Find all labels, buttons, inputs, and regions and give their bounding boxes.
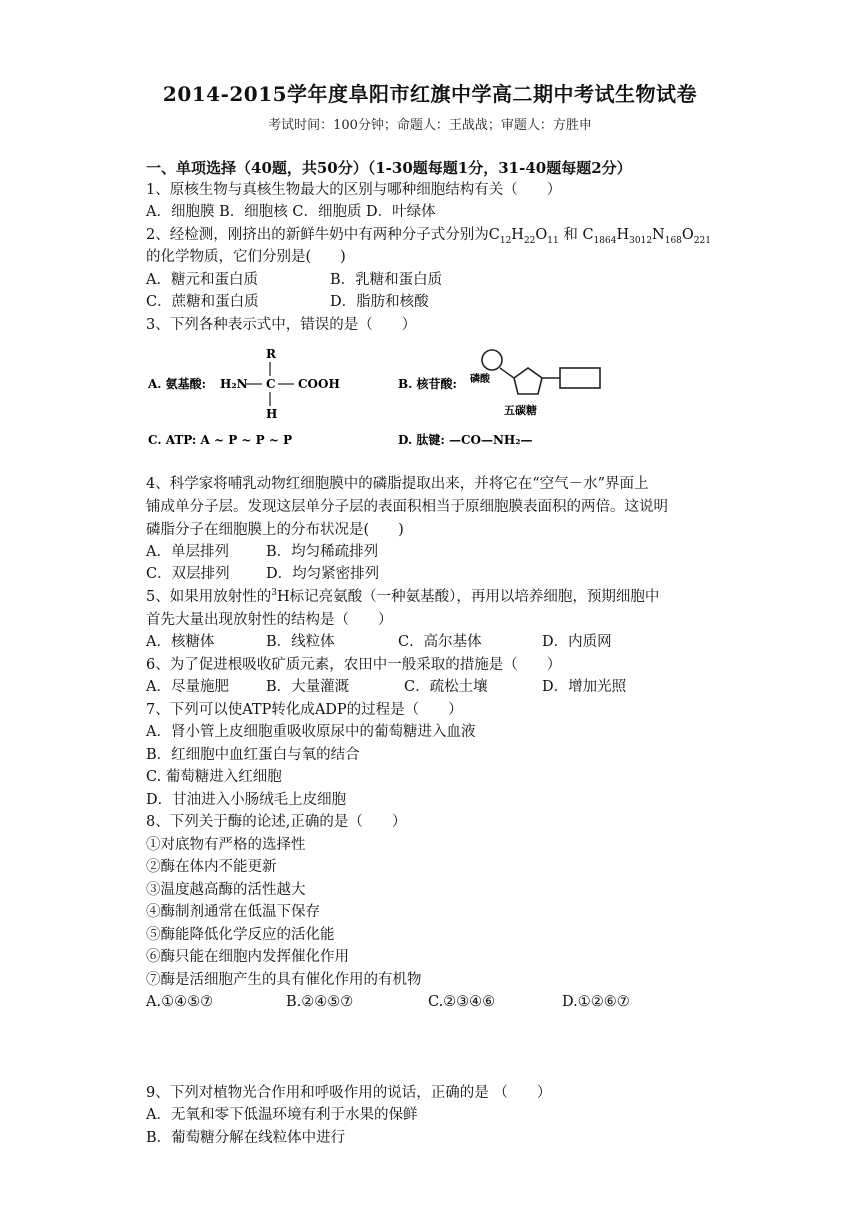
question-5-option-d: D．内质网 — [542, 634, 612, 650]
question-7-option-d: D．甘油进入小肠绒毛上皮细胞 — [146, 792, 347, 808]
section-heading: 一、单项选择（40题，共50分）（1-30题每题1分，31-40题每题2分） — [146, 159, 632, 177]
question-6-option-c: C．疏松土壤 — [404, 679, 488, 695]
figure-a-cooh: COOH — [298, 377, 340, 391]
question-2-stem: 2、经检测，刚挤出的新鲜牛奶中有两种分子式分别为$C_{12}H_{22}O_{11}$ 和 $C_{1864}H_{3012}N_{168}O_{221}$ — [146, 227, 711, 246]
question-8-option-d: D.①②⑥⑦ — [562, 994, 630, 1010]
question-9-option-b: B．葡萄糖分解在线粒体中进行 — [146, 1130, 346, 1146]
question-8-item: ④酶制剂通常在低温下保存 — [146, 904, 320, 920]
question-6-option-a: A．尽量施肥 — [146, 679, 229, 695]
formula-lactose: $C_{12}H_{22}O_{11}$ — [488, 227, 559, 246]
question-2-option-d: D．脂肪和核酸 — [330, 294, 429, 310]
figure-b-label: B. 核苷酸: — [398, 377, 457, 391]
question-8-option-c: C.②③④⑥ — [428, 994, 496, 1010]
question-5-line-2: 首先大量出现放射性的结构是（ ） — [146, 612, 393, 628]
question-8-item: ⑤酶能降低化学反应的活化能 — [146, 927, 335, 943]
question-4-option-b: B．均匀稀疏排列 — [266, 544, 379, 560]
bond-line — [500, 368, 514, 378]
figure-c-label: C. ATP: A ~ P ~ P ~ P — [148, 433, 293, 447]
question-6-option-b: B．大量灌溉 — [266, 679, 350, 695]
figure-a-label: A. 氨基酸: — [148, 377, 207, 391]
phosphate-circle-icon — [482, 350, 502, 370]
question-3-stem: 3、下列各种表示式中，错误的是（ ） — [146, 317, 417, 333]
question-8-stem: 8、下列关于酶的论述,正确的是（ ） — [146, 814, 407, 830]
question-9-stem: 9、下列对植物光合作用和呼吸作用的说话，正确的是 （ ） — [146, 1085, 552, 1101]
pentose-ring-icon — [514, 368, 542, 394]
question-7-option-a: A．肾小管上皮细胞重吸收原尿中的葡萄糖进入血液 — [146, 724, 476, 740]
question-8-option-b: B.②④⑤⑦ — [286, 994, 354, 1010]
question-2-option-a: A．糖元和蛋白质 — [146, 272, 258, 288]
figure-a-h: H — [266, 407, 278, 421]
question-4-option-c: C．双层排列 — [146, 566, 230, 582]
question-8-item: ⑥酶只能在细胞内发挥催化作用 — [146, 949, 349, 965]
question-4-option-d: D．均匀紧密排列 — [266, 566, 380, 582]
question-4-line-3: 磷脂分子在细胞膜上的分布状况是( ) — [146, 522, 404, 538]
question-8-item: ⑦酶是活细胞产生的具有催化作用的有机物 — [146, 972, 422, 988]
figure-a-r: R — [266, 347, 276, 361]
question-4-line-2: 铺成单分子层。发现这层单分子层的表面积相当于原细胞膜表面积的两倍。这说明 — [146, 499, 668, 515]
question-8-item: ③温度越高酶的活性越大 — [146, 882, 306, 898]
figure-a-c: C — [266, 377, 276, 391]
question-8-item: ②酶在体内不能更新 — [146, 859, 277, 875]
question-5-option-b: B．线粒体 — [266, 634, 335, 650]
figure-a-nh2: H₂N — [220, 377, 248, 391]
question-4-line-1: 4、科学家将哺乳动物红细胞膜中的磷脂提取出来，并将它在“空气－水”界面上 — [146, 476, 649, 492]
question-7-option-b: B．红细胞中血红蛋白与氧的结合 — [146, 747, 360, 763]
question-1-stem: 1、原核生物与真核生物最大的区别与哪种细胞结构有关（ ） — [146, 182, 562, 198]
question-2-stem-cont: 的化学物质，它们分别是( ) — [146, 249, 346, 265]
question-6-option-d: D．增加光照 — [542, 679, 627, 695]
question-9-option-a: A．无氧和零下低温环境有利于水果的保鲜 — [146, 1107, 418, 1123]
exam-info: 考试时间：100分钟；命题人：王战战；审题人：方胜申 — [268, 118, 592, 133]
figure-d-label: D. 肽键: —CO—NH₂— — [398, 433, 533, 447]
question-2-option-c: C．蔗糖和蛋白质 — [146, 294, 259, 310]
question-5-option-a: A．核糖体 — [146, 634, 215, 650]
question-8-option-a: A.①④⑤⑦ — [146, 994, 214, 1010]
figure-b-sugar: 五碳糖 — [504, 404, 537, 417]
question-4-option-a: A．单层排列 — [146, 544, 229, 560]
question-5-line-1: 5、如果用放射性的$^3$H标记亮氨酸（一种氨基酸），再用以培养细胞，预期细胞中 — [146, 588, 660, 605]
formula-protein: $C_{1864}H_{3012}N_{168}O_{221}$ — [582, 227, 711, 246]
figure-b-phosphate: 磷酸 — [470, 374, 490, 385]
question-2-option-b: B．乳糖和蛋白质 — [330, 272, 443, 288]
question-7-stem: 7、下列可以使ATP转化成ADP的过程是（ ） — [146, 702, 463, 718]
question-6-stem: 6、为了促进根吸收矿质元素，农田中一般采取的措施是（ ） — [146, 657, 562, 673]
question-1-options: A．细胞膜 B．细胞核 C．细胞质 D．叶绿体 — [146, 204, 436, 220]
base-box-icon — [560, 368, 600, 388]
question-5-option-c: C．高尔基体 — [398, 634, 482, 650]
question-7-option-c: C. 葡萄糖进入红细胞 — [146, 769, 282, 785]
question-8-item: ①对底物有严格的选择性 — [146, 837, 306, 853]
question-3-figure — [146, 340, 616, 458]
page-title: 2014-2015学年度阜阳市红旗中学高二期中考试生物试卷 — [162, 82, 698, 106]
